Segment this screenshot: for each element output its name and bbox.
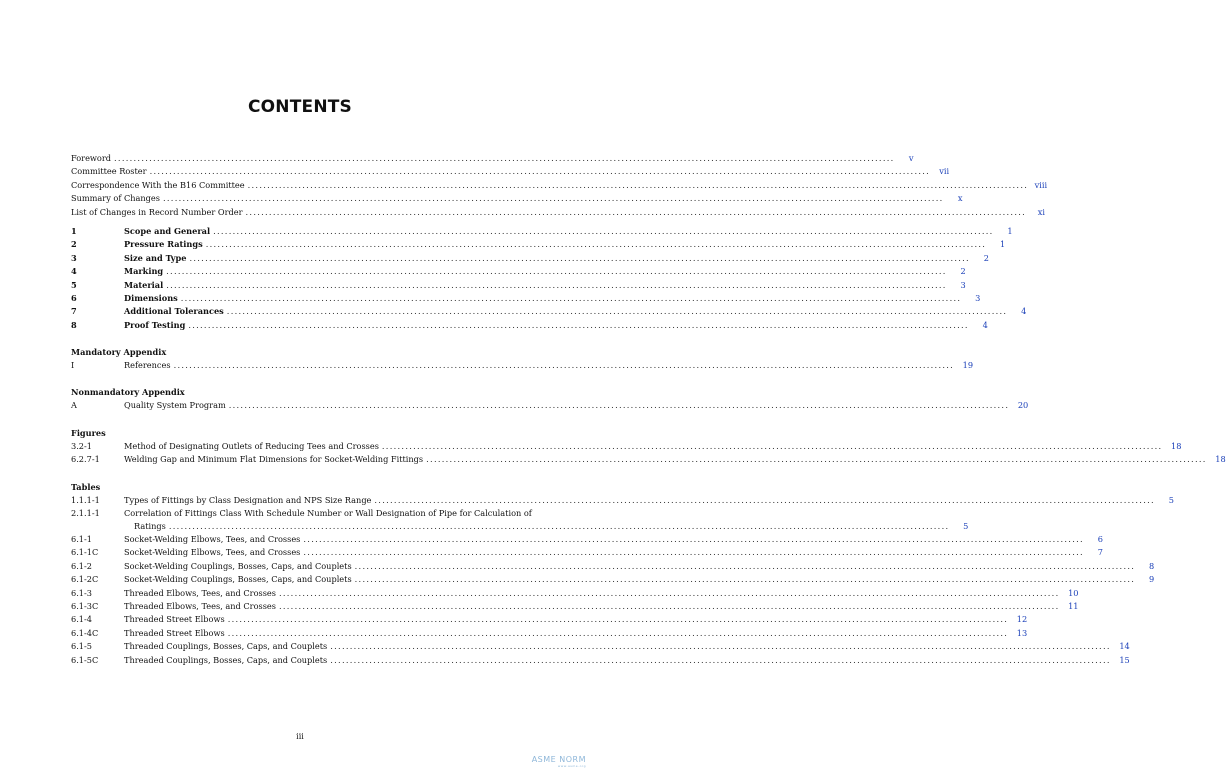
table-of-contents: [71, 152, 1226, 667]
entry-number: 6.1-5C: [71, 654, 99, 665]
entry-page-link[interactable]: 19: [962, 360, 974, 371]
dot-leader: ........................................................................................................................................................................................................: [168, 521, 950, 532]
toc-entry[interactable]: [71, 627, 1028, 640]
dot-leader: ........................................................................................................................................................................................................: [278, 600, 1060, 611]
toc-entry[interactable]: [71, 494, 1174, 507]
entry-page-link[interactable]: 18: [1171, 440, 1182, 451]
toc-entry[interactable]: [71, 546, 1103, 559]
entry-number: 2: [71, 239, 77, 250]
dot-leader: ........................................................................................................................................................................................................: [162, 193, 944, 204]
entry-label: Marking: [124, 266, 164, 277]
entry-number: 6.1-4C: [71, 627, 99, 638]
dot-leader: ........................................................................................................................................................................................................: [227, 614, 1009, 625]
entry-number: 6.1-1: [71, 534, 92, 545]
toc-entry[interactable]: [71, 654, 1130, 667]
entry-label: Additional Tolerances: [124, 306, 224, 317]
toc-entry[interactable]: [71, 507, 969, 533]
dot-leader: ........................................................................................................................................................................................................: [226, 306, 1008, 317]
entry-number: 6.1-3C: [71, 600, 99, 611]
entry-label: Proof Testing: [124, 319, 186, 330]
dot-leader: ........................................................................................................................................................................................................: [188, 319, 969, 330]
page-number: iii: [296, 732, 304, 741]
dot-leader: ........................................................................................................................................................................................................: [374, 494, 1155, 505]
toc-entry[interactable]: [71, 600, 1079, 613]
entry-label: Summary of Changes: [71, 193, 160, 204]
toc-entry[interactable]: [71, 533, 1103, 546]
dot-leader: ........................................................................................................................................................................................................: [245, 206, 1027, 217]
entry-number: 6.1-2C: [71, 574, 99, 585]
chapter-list: [71, 225, 1027, 332]
entry-label: Threaded Couplings, Bosses, Caps, and Couplets: [124, 654, 328, 665]
entry-page-link[interactable]: 6: [1097, 534, 1103, 545]
dot-leader: ........................................................................................................................................................................................................: [247, 179, 1029, 190]
dot-leader: ........................................................................................................................................................................................................: [149, 166, 931, 177]
dot-leader: ........................................................................................................................................................................................................: [330, 641, 1111, 652]
entry-label: Correlation of Fittings Class With Schedule Number or Wall Designation of Pipe for Calculation of: [124, 508, 532, 519]
toc-entry[interactable]: [71, 319, 988, 332]
entry-page-link[interactable]: 2: [960, 266, 966, 277]
toc-entry[interactable]: [71, 252, 989, 265]
toc-entry[interactable]: [71, 179, 1048, 192]
page-title: CONTENTS: [247, 97, 353, 117]
entry-page-link[interactable]: 3: [975, 292, 981, 303]
entry-page-link[interactable]: 5: [1168, 494, 1174, 505]
entry-number: 6: [71, 292, 77, 303]
entry-label: Foreword: [71, 153, 112, 163]
entry-label: List of Changes in Record Number Order: [71, 206, 243, 217]
entry-page-link[interactable]: 2: [983, 252, 989, 263]
toc-entry[interactable]: [71, 206, 1046, 219]
entry-label: Threaded Elbows, Tees, and Crosses: [124, 600, 276, 611]
dot-leader: ........................................................................................................................................................................................................: [180, 292, 962, 303]
entry-number: 6.1-4: [71, 614, 92, 625]
entry-page-link[interactable]: 1: [1007, 225, 1013, 236]
entry-page-link[interactable]: 5: [963, 521, 969, 532]
entry-label: Dimensions: [124, 292, 178, 303]
dot-leader: ........................................................................................................................................................................................................: [228, 400, 1010, 411]
entry-number: 3: [71, 252, 77, 263]
entry-page-link[interactable]: 8: [1148, 560, 1155, 571]
entry-label: Committee Roster: [71, 166, 147, 177]
entry-number: 5: [71, 279, 77, 290]
dot-leader: ........................................................................................................................................................................................................: [205, 239, 987, 250]
toc-entry[interactable]: [71, 573, 1155, 586]
entry-number: 1.1.1-1: [71, 494, 100, 505]
entry-number: 8: [71, 319, 77, 330]
dot-leader: ........................................................................................................................................................................................................: [303, 534, 1084, 545]
entry-page-link[interactable]: xi: [1037, 206, 1046, 217]
entry-page-link[interactable]: 3: [960, 279, 966, 290]
entry-page-link[interactable]: 9: [1148, 574, 1155, 585]
dot-leader: ........................................................................................................................................................................................................: [227, 627, 1009, 638]
dot-leader: ........................................................................................................................................................................................................: [166, 279, 947, 290]
entry-page-link[interactable]: 7: [1097, 547, 1103, 558]
entry-page-link[interactable]: x: [957, 193, 963, 204]
entry-page-link[interactable]: 11: [1068, 600, 1079, 611]
entry-label: Threaded Couplings, Bosses, Caps, and Couplets: [124, 641, 328, 652]
toc-entry[interactable]: [71, 279, 966, 292]
figures-heading: Figures: [71, 427, 106, 438]
entry-page-link[interactable]: 1: [1000, 239, 1006, 250]
watermark-subtext: www.asme.org: [557, 764, 586, 768]
entry-number: 3.2-1: [71, 440, 92, 451]
entry-label: Scope and General: [124, 225, 211, 236]
entry-label: Socket-Welding Couplings, Bosses, Caps, and Couplets: [124, 574, 352, 585]
mandatory-appendix-list: [71, 359, 974, 372]
entry-label: Correspondence With the B16 Committee: [71, 179, 245, 190]
entry-number: 6.2.7-1: [71, 454, 100, 465]
entry-page-link[interactable]: viii: [1034, 179, 1048, 190]
toc-entry[interactable]: [71, 359, 974, 372]
entry-label: Pressure Ratings: [124, 239, 203, 250]
tables-list: [71, 494, 1174, 667]
dot-leader: ........................................................................................................................................................................................................: [166, 266, 947, 277]
entry-label: Welding Gap and Minimum Flat Dimensions for Socket-Welding Fittings: [124, 454, 424, 465]
nonmandatory-appendix-list: [71, 399, 1029, 412]
toc-entry[interactable]: [71, 453, 1226, 466]
entry-number: 2.1.1-1: [71, 508, 100, 519]
watermark-logo: [532, 755, 586, 768]
entry-page-link[interactable]: 12: [1016, 614, 1028, 625]
entry-page-link[interactable]: 13: [1016, 627, 1028, 638]
entry-label: Method of Designating Outlets of Reducing Tees and Crosses: [124, 440, 379, 451]
entry-number: 6.1-3: [71, 587, 92, 598]
entry-label-continued: Ratings: [134, 521, 166, 532]
entry-label: Threaded Elbows, Tees, and Crosses: [124, 587, 276, 598]
entry-page-link[interactable]: 15: [1119, 654, 1130, 665]
toc-entry[interactable]: [71, 305, 1027, 318]
entry-number: 6.1-2: [71, 560, 92, 571]
toc-entry[interactable]: [71, 399, 1029, 412]
entry-number: 7: [71, 306, 77, 317]
entry-number: A: [71, 400, 77, 411]
entry-label: Threaded Street Elbows: [124, 614, 225, 625]
dot-leader: ........................................................................................................................................................................................................: [114, 153, 895, 163]
toc-entry[interactable]: [71, 238, 1006, 251]
dot-leader: ........................................................................................................................................................................................................: [213, 225, 994, 236]
entry-number: I: [71, 360, 75, 371]
dot-leader: ........................................................................................................................................................................................................: [173, 360, 955, 371]
toc-entry[interactable]: [71, 440, 1182, 453]
toc-entry[interactable]: [71, 292, 981, 305]
dot-leader: ........................................................................................................................................................................................................: [354, 574, 1136, 585]
entry-label: Socket-Welding Elbows, Tees, and Crosses: [124, 534, 301, 545]
entry-label: Size and Type: [124, 252, 187, 263]
mandatory-appendix-heading: Mandatory Appendix: [71, 347, 167, 358]
toc-entry[interactable]: [71, 165, 950, 178]
entry-page-link[interactable]: 14: [1119, 641, 1130, 652]
toc-entry[interactable]: [71, 152, 914, 165]
tables-heading: Tables: [71, 481, 101, 492]
entry-page-link[interactable]: v: [908, 153, 914, 163]
entry-page-link[interactable]: 18: [1215, 454, 1226, 465]
entry-number: 6.1-5: [71, 641, 92, 652]
entry-number: 6.1-1C: [71, 547, 99, 558]
entry-label: Quality System Program: [124, 400, 226, 411]
dot-leader: ........................................................................................................................................................................................................: [426, 454, 1207, 465]
entry-number: 4: [71, 266, 77, 277]
dot-leader: ........................................................................................................................................................................................................: [278, 587, 1060, 598]
dot-leader: ........................................................................................................................................................................................................: [330, 654, 1111, 665]
entry-label: Threaded Street Elbows: [124, 627, 225, 638]
toc-entry[interactable]: [71, 192, 963, 205]
entry-number: 1: [71, 225, 77, 236]
entry-label: Material: [124, 279, 164, 290]
entry-page-link[interactable]: 10: [1068, 587, 1079, 598]
dot-leader: ........................................................................................................................................................................................................: [189, 252, 970, 263]
entry-page-link[interactable]: 20: [1017, 400, 1029, 411]
toc-entry[interactable]: [71, 613, 1028, 626]
entry-label: Socket-Welding Couplings, Bosses, Caps, and Couplets: [124, 560, 352, 571]
dot-leader: ........................................................................................................................................................................................................: [303, 547, 1084, 558]
front-matter-list: [71, 152, 1048, 219]
toc-entry[interactable]: [71, 225, 1013, 238]
entry-page-link[interactable]: vii: [939, 166, 950, 177]
entry-label: Types of Fittings by Class Designation and NPS Size Range: [124, 494, 372, 505]
toc-entry[interactable]: [71, 560, 1155, 573]
entry-label: Socket-Welding Elbows, Tees, and Crosses: [124, 547, 301, 558]
nonmandatory-appendix-heading: Nonmandatory Appendix: [71, 387, 185, 398]
entry-label: References: [124, 360, 171, 371]
entry-page-link[interactable]: 4: [1021, 306, 1027, 317]
dot-leader: ........................................................................................................................................................................................................: [354, 560, 1136, 571]
watermark-text: ASME NORM: [531, 755, 586, 764]
figures-list: [71, 440, 1226, 467]
toc-entry[interactable]: [71, 265, 966, 278]
dot-leader: ........................................................................................................................................................................................................: [381, 440, 1163, 451]
toc-entry[interactable]: [71, 640, 1130, 653]
toc-entry[interactable]: [71, 587, 1079, 600]
entry-page-link[interactable]: 4: [982, 319, 988, 330]
